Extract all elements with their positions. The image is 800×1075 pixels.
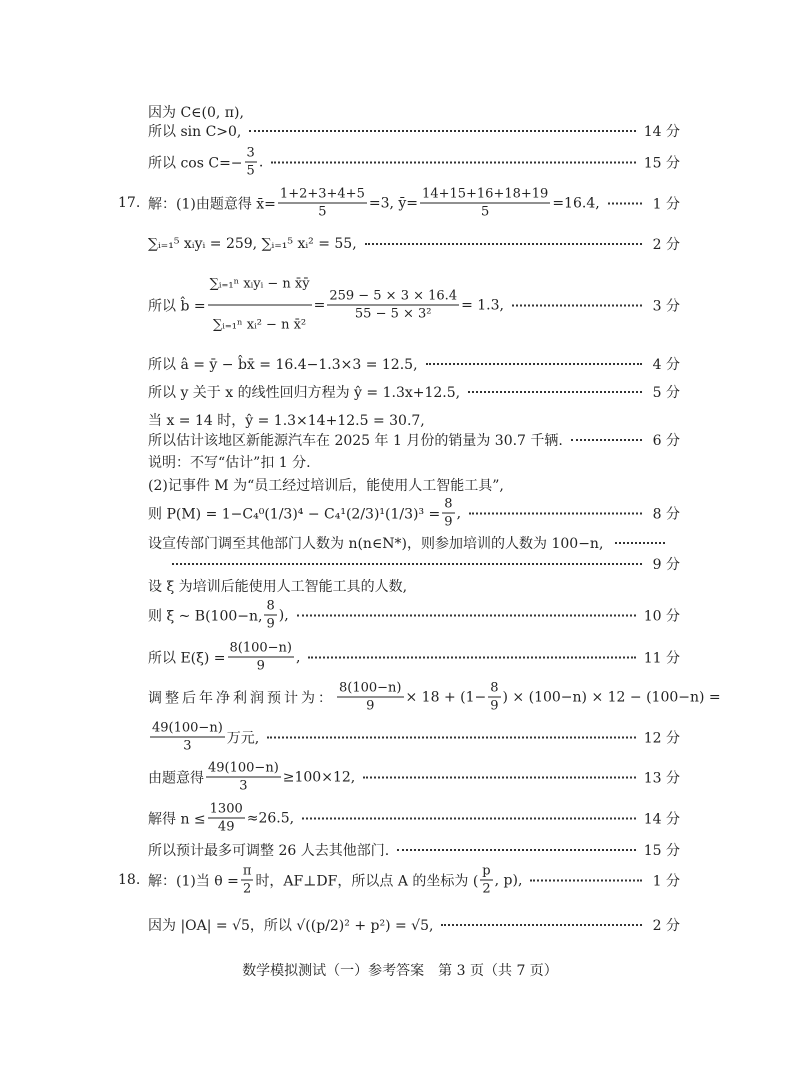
- note-text: 说明：不写“估计”扣 1 分.: [148, 455, 311, 471]
- line-text: 所以 E(ξ) =: [148, 650, 226, 666]
- score: 10 分: [643, 608, 680, 624]
- denominator: 5: [318, 204, 327, 220]
- score: 2 分: [652, 918, 680, 934]
- line-text: ≈26.5,: [246, 810, 295, 826]
- text-line: [172, 554, 680, 574]
- score: 4 分: [652, 357, 680, 373]
- numerator: 14+15+16+18+19: [422, 186, 549, 202]
- numerator: 49(100−n): [208, 760, 279, 776]
- text-line: [148, 640, 680, 675]
- numerator: 8(100−n): [229, 640, 292, 656]
- dot-leader: [512, 304, 642, 306]
- text-line: [148, 382, 680, 402]
- line-text: 所以估计该地区新能源汽车在 2025 年 1 月份的销量为 30.7 千辆.: [148, 433, 563, 449]
- fraction: [150, 720, 225, 755]
- fraction: [337, 680, 404, 715]
- denominator: 3: [239, 778, 248, 794]
- line-text: =16.4,: [552, 195, 600, 211]
- dot-leader: [571, 439, 642, 441]
- fraction: [420, 186, 550, 221]
- line-text: =3, ȳ=: [368, 195, 419, 211]
- line-text: =: [313, 297, 326, 313]
- text-line: [148, 186, 680, 221]
- numerator: ∑ᵢ₌₁ⁿ xᵢyᵢ − n x̄ȳ: [208, 265, 312, 306]
- score: 13 分: [643, 770, 680, 786]
- text-line: [148, 145, 680, 180]
- line-text: ∑ᵢ₌₁⁵ xᵢyᵢ = 259, ∑ᵢ₌₁⁵ xᵢ² = 55,: [148, 236, 357, 252]
- line-text: 解：(1)由题意得 x̄=: [148, 196, 276, 212]
- denominator: 55 − 5 × 3²: [354, 306, 432, 322]
- numerator: 259 − 5 × 3 × 16.4: [329, 288, 458, 304]
- score: 3 分: [652, 298, 680, 314]
- line-text: 万元,: [226, 730, 260, 746]
- dot-leader: [468, 391, 642, 393]
- fraction: [488, 680, 500, 715]
- dot-leader: [615, 542, 665, 544]
- dot-leader: [530, 879, 642, 881]
- line-text: 则 P(M) = 1−C₄⁰(1/3)⁴ − C₄¹(2/3)¹(1/3)³ =: [148, 506, 441, 522]
- text-line: [148, 121, 680, 141]
- line-text: (2)记事件 M 为“员工经过培训后，能使用人工智能工具”,: [148, 478, 504, 494]
- question-number: 17.: [118, 195, 141, 211]
- line-text: , p),: [494, 872, 523, 888]
- fraction: [442, 496, 454, 531]
- text-line: [148, 452, 680, 472]
- score: 14 分: [643, 124, 680, 140]
- line-text: 则 ξ ~ B(100−n,: [148, 608, 263, 624]
- text-line: [148, 475, 680, 495]
- text-line: [148, 354, 680, 374]
- denominator: 49: [217, 819, 235, 835]
- fraction: [228, 640, 295, 675]
- page-footer: 数学模拟测试（一）参考答案 第 3 页（共 7 页）: [242, 963, 558, 979]
- denominator: 9: [366, 698, 375, 714]
- score: 2 分: [652, 237, 680, 253]
- score: 11 分: [643, 650, 680, 666]
- text-line: [148, 430, 680, 450]
- denominator: 9: [266, 616, 275, 632]
- numerator: 8: [444, 496, 453, 512]
- fraction: [264, 598, 276, 633]
- line-text: 解：(1)当 θ =: [148, 873, 239, 889]
- text-line: [148, 840, 680, 860]
- text-line: [148, 102, 680, 122]
- fraction: [278, 186, 367, 221]
- fraction: [480, 863, 492, 898]
- line-text: 时，AF⊥DF，所以点 A 的坐标为 (: [255, 873, 479, 889]
- line-text: 所以 cos C=−: [148, 155, 243, 171]
- text-line: [148, 720, 680, 755]
- denominator: 9: [256, 658, 265, 674]
- denominator: 2: [243, 881, 252, 897]
- denominator: 9: [444, 514, 453, 530]
- score: 14 分: [643, 811, 680, 827]
- line-text: 当 x = 14 时，ŷ = 1.3×14+12.5 = 30.7,: [148, 413, 425, 429]
- dot-leader: [441, 924, 642, 926]
- denominator: 5: [481, 204, 490, 220]
- line-text: 所以 b̂ =: [148, 298, 206, 314]
- dot-leader: [271, 161, 635, 163]
- line-text: ≥100×12,: [282, 769, 356, 785]
- score: 5 分: [652, 385, 680, 401]
- line-text: .: [258, 154, 264, 170]
- dot-leader: [469, 512, 642, 514]
- dot-leader: [426, 363, 642, 365]
- dot-leader: [297, 614, 636, 616]
- score: 9 分: [652, 557, 680, 573]
- numerator: 8: [490, 680, 499, 696]
- dot-leader: [249, 130, 635, 132]
- numerator: p: [482, 863, 491, 879]
- line-text: × 18 + (1−: [405, 689, 487, 705]
- dot-leader: [397, 849, 636, 851]
- line-text: 解得 n ≤: [148, 811, 206, 827]
- line-text: ) × (100−n) × 12 − (100−n) =: [502, 689, 721, 705]
- denominator: ∑ᵢ₌₁ⁿ xᵢ² − n x̄²: [213, 317, 307, 333]
- text-line: [148, 760, 680, 795]
- dot-leader: [308, 656, 635, 658]
- dot-leader: [302, 817, 636, 819]
- text-line: [148, 680, 721, 715]
- line-text: 所以预计最多可调整 26 人去其他部门.: [148, 843, 390, 859]
- score: 15 分: [643, 843, 680, 859]
- numerator: 3: [246, 145, 255, 161]
- line-text: 由题意得: [148, 770, 204, 786]
- text-line: [148, 533, 680, 553]
- score: 1 分: [652, 873, 680, 889]
- fraction: [208, 801, 245, 836]
- numerator: 1300: [209, 801, 243, 817]
- line-text: 所以 y 关于 x 的线性回归方程为 ŷ = 1.3x+12.5,: [148, 385, 461, 401]
- text-line: [148, 598, 680, 633]
- fraction: [206, 760, 281, 795]
- text-line: [148, 863, 680, 898]
- numerator: π: [242, 863, 252, 879]
- text-line: [148, 496, 680, 531]
- fraction: [245, 145, 257, 180]
- text-line: [148, 801, 680, 836]
- text-line: [148, 410, 680, 430]
- line-text: = 1.3,: [461, 297, 504, 313]
- line-text: 所以 â = ȳ − b̂x̄ = 16.4−1.3×3 = 12.5,: [148, 357, 418, 373]
- line-text: ,: [456, 505, 462, 521]
- numerator: 8(100−n): [339, 680, 402, 696]
- line-text: 设 ξ 为培训后能使用人工智能工具的人数,: [148, 579, 408, 595]
- fraction: [208, 265, 312, 346]
- dot-leader: [608, 202, 642, 204]
- denominator: 5: [246, 163, 255, 179]
- numerator: 49(100−n): [152, 720, 223, 736]
- score: 1 分: [652, 196, 680, 212]
- score: 6 分: [652, 433, 680, 449]
- text-line: [148, 265, 680, 346]
- text-line: [148, 915, 680, 935]
- dot-leader: [363, 776, 636, 778]
- dot-leader: [172, 563, 642, 565]
- text-line: [148, 576, 680, 596]
- fraction: [327, 288, 459, 323]
- question-number: 18.: [118, 872, 141, 888]
- text-line: [148, 234, 680, 254]
- dot-leader: [267, 736, 636, 738]
- denominator: 9: [490, 698, 499, 714]
- line-text: ,: [296, 649, 301, 665]
- line-text: 因为 |OA| = √5，所以 √((p/2)² + p²) = √5,: [148, 918, 434, 934]
- dot-leader: [365, 243, 642, 245]
- fraction: [241, 863, 254, 898]
- line-text: 调整后年净利润预计为：: [148, 690, 335, 706]
- line-text: 因为 C∈(0, π),: [148, 105, 244, 121]
- line-text: ),: [278, 607, 289, 623]
- denominator: 3: [183, 738, 192, 754]
- numerator: 8: [266, 598, 275, 614]
- score: 12 分: [643, 730, 680, 746]
- score: 8 分: [652, 506, 680, 522]
- line-text: 设宣传部门调至其他部门人数为 n(n∈N*)，则参加培训的人数为 100−n,: [148, 536, 604, 552]
- numerator: 1+2+3+4+5: [279, 186, 365, 202]
- score: 15 分: [643, 155, 680, 171]
- denominator: 2: [482, 881, 491, 897]
- line-text: 所以 sin C>0,: [148, 124, 242, 140]
